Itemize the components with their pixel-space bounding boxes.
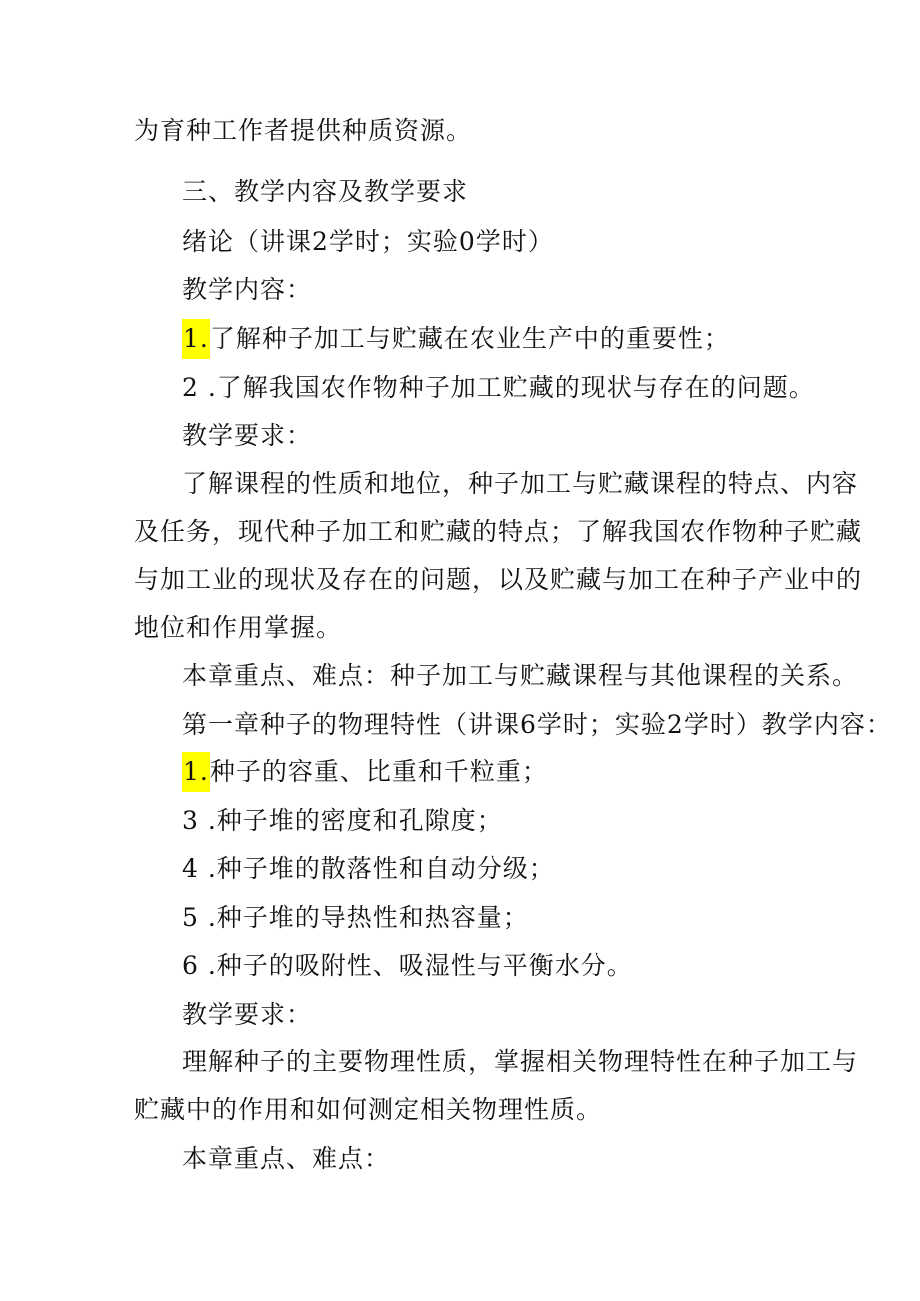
- teaching-requirements-label: 教学要求：: [182, 1000, 313, 1029]
- teaching-content-label: 教学内容：: [182, 275, 313, 304]
- list-item: 6 .种子的吸附性、吸湿性与平衡水分。: [182, 951, 633, 980]
- paragraph-line: 地位和作用掌握。: [134, 613, 343, 642]
- paragraph-line: 与加工业的现状及存在的问题，以及贮藏与加工在种子产业中的: [134, 565, 863, 594]
- paragraph-line: 及任务，现代种子加工和贮藏的特点；了解我国农作物种子贮藏: [134, 517, 863, 546]
- list-item: 5 .种子堆的导热性和热容量；: [182, 903, 529, 932]
- paragraph-line: 理解种子的主要物理性质，掌握相关物理特性在种子加工与: [182, 1047, 859, 1076]
- chapter-heading-intro: 绪论（讲课2学时；实验0学时）: [182, 227, 554, 256]
- text-line: 为育种工作者提供种质资源。: [134, 116, 473, 145]
- chapter-heading: 第一章种子的物理特性（讲课6学时；实验2学时）教学内容：: [182, 710, 892, 739]
- list-item: [182, 319, 730, 359]
- key-points-line: 本章重点、难点：种子加工与贮藏课程与其他课程的关系。: [182, 661, 859, 690]
- list-item: [182, 752, 548, 792]
- highlighted-marker: 1.: [182, 319, 210, 359]
- paragraph-line: 贮藏中的作用和如何测定相关物理性质。: [134, 1095, 603, 1124]
- list-item-text: 了解种子加工与贮藏在农业生产中的重要性；: [209, 324, 730, 353]
- highlighted-marker: 1.: [182, 752, 210, 792]
- list-item-text: 种子的容重、比重和千粒重；: [209, 757, 548, 786]
- list-item: 3 .种子堆的密度和孔隙度；: [182, 806, 503, 835]
- section-heading: 三、教学内容及教学要求: [182, 177, 469, 206]
- paragraph-line: 了解课程的性质和地位，种子加工与贮藏课程的特点、内容: [182, 469, 859, 498]
- list-item: 2 .了解我国农作物种子加工贮藏的现状与存在的问题。: [182, 373, 815, 402]
- key-points-line: 本章重点、难点：: [182, 1144, 391, 1173]
- list-item: 4 .种子堆的散落性和自动分级；: [182, 854, 555, 883]
- teaching-requirements-label: 教学要求：: [182, 421, 313, 450]
